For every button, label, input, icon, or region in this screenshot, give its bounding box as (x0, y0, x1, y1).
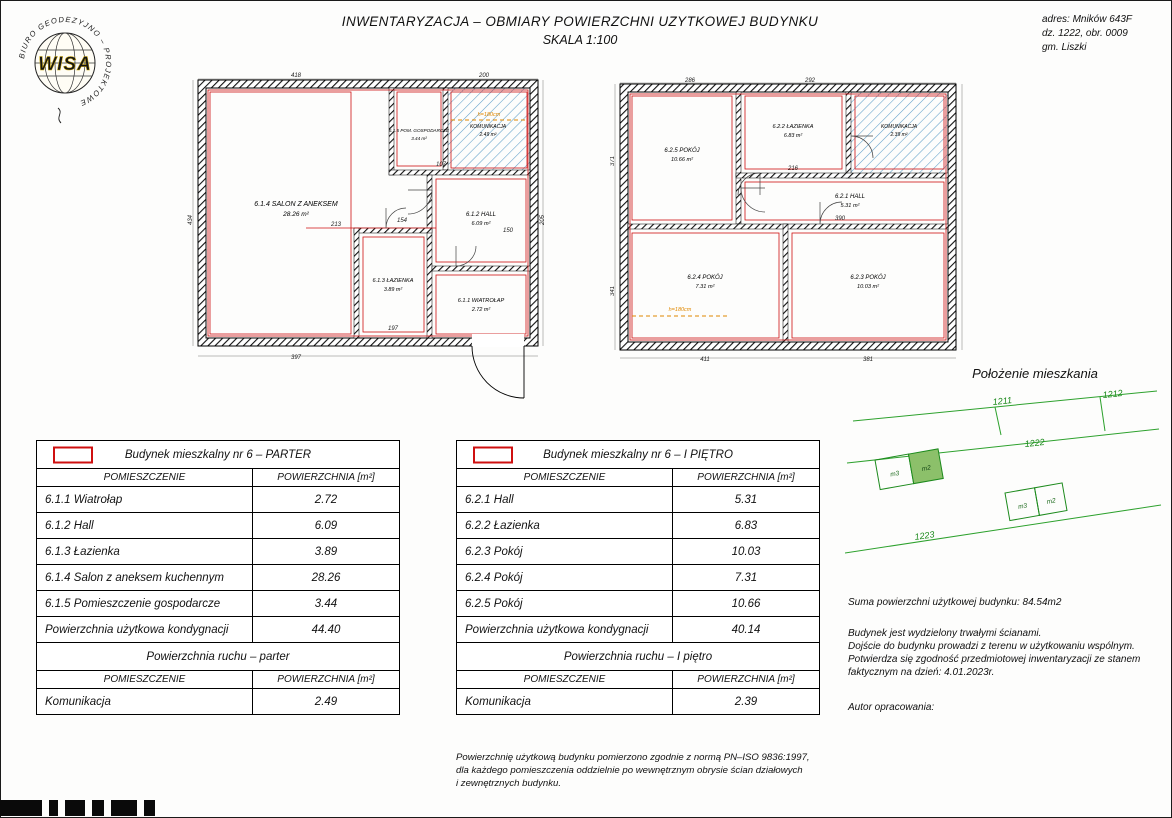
building-label: m2 (1046, 497, 1057, 506)
logo-ring-text: BIURO GEODEZYJNO – PROJEKTOWE (17, 14, 114, 109)
table-row (37, 689, 400, 715)
column-header: POWIERZCHNIA [m²] (673, 469, 820, 487)
table-pietro-title-cell (457, 441, 820, 469)
red-legend-swatch (53, 446, 93, 463)
dimension-labels (610, 78, 873, 363)
room-area: 3.89 (253, 539, 400, 565)
building-label: m3 (1017, 502, 1028, 511)
dimension-label: 418 (290, 73, 302, 79)
note-line: Dojście do budynku prowadzi z terenu w użytkowaniu wspólnym. (848, 641, 1135, 652)
site-plan-title: Położenie mieszkania (972, 366, 1098, 381)
building-group-right (1005, 483, 1067, 521)
stamp-fragment (0, 799, 155, 816)
table-row (37, 617, 400, 643)
column-header: POMIESZCZENIE (457, 469, 673, 487)
room-label: 6.2.3 POKÓJ (850, 275, 886, 281)
room-label: 6.1.4 SALON Z ANEKSEM (254, 201, 338, 208)
table-parter-title-cell (37, 441, 400, 469)
room-name: 6.1.1 Wiatrołap (37, 487, 253, 513)
table-row (457, 617, 820, 643)
room-area: 28.26 (253, 565, 400, 591)
column-header: POWIERZCHNIA [m²] (253, 469, 400, 487)
column-header: POMIESZCZENIE (457, 671, 673, 689)
room-area: 6.09 m² (471, 221, 491, 227)
table-title: Budynek mieszkalny nr 6 – I PIĘTRO (543, 448, 733, 461)
note-line: Budynek jest wydzielony trwałymi ścianami. (848, 628, 1042, 639)
dimension-label: 381 (862, 357, 874, 363)
stamp-mark (92, 800, 104, 816)
building-label: m2 (921, 464, 932, 473)
notes-block (848, 596, 1160, 714)
room-area: 28.26 m² (283, 211, 309, 218)
dimension-label: 107 (435, 162, 447, 168)
room-name: 6.2.2 Łazienka (457, 513, 673, 539)
room-area: 10.03 m² (856, 284, 880, 290)
room-name: 6.2.5 Pokój (457, 591, 673, 617)
room-area: 2.72 (253, 487, 400, 513)
entrance-door-swing (472, 346, 524, 398)
dimension-label: 292 (804, 78, 816, 84)
room-label: 6.2.2 ŁAZIENKA (772, 124, 814, 130)
total-area-note: Suma powierzchni użytkowej budynku: 84.54m2 (848, 597, 1062, 608)
table-row (37, 565, 400, 591)
stamp-mark (144, 800, 155, 816)
room-name: 6.2.1 Hall (457, 487, 673, 513)
table-row (457, 591, 820, 617)
room-label: 6.1.3 ŁAZIENKA (372, 278, 414, 284)
building-group-left (875, 449, 943, 490)
column-header: POWIERZCHNIA [m²] (253, 671, 400, 689)
room-area: 2.39 m² (890, 132, 908, 138)
room-area: 6.83 (673, 513, 820, 539)
dimension-label: 397 (290, 355, 302, 361)
address-line: adres: Mników 643F (1042, 14, 1133, 25)
dimension-label: 197 (387, 326, 399, 332)
table-row (37, 539, 400, 565)
red-legend-swatch (473, 446, 513, 463)
parcel-number: 1211 (992, 395, 1013, 407)
room-area: 40.14 (673, 617, 820, 643)
room-area: 2.39 (673, 689, 820, 715)
author-label: Autor opracowania: (848, 702, 935, 713)
column-header: POMIESZCZENIE (37, 671, 253, 689)
parcel-number: 1223 (913, 529, 936, 542)
dimension-label: 371 (610, 155, 616, 167)
room-label: 6.1.1 WIATROŁAP (457, 298, 505, 304)
stamp-mark (0, 800, 42, 816)
note-line: faktycznym na dzień: 4.01.2023r. (848, 667, 995, 678)
title-block (320, 14, 840, 47)
logo-flourish (58, 108, 61, 123)
stamp-mark (49, 800, 58, 816)
height-annotation (632, 307, 730, 316)
site-plan (845, 385, 1165, 570)
table-row (457, 689, 820, 715)
logo-wordmark: WISA (38, 54, 92, 75)
room-name: 6.2.4 Pokój (457, 565, 673, 591)
parcel-line: dz. 1222, obr. 0009 (1042, 28, 1128, 39)
room-area: 3.44 m² (411, 136, 427, 141)
table-row (37, 513, 400, 539)
parcel-number: 1222 (1024, 436, 1046, 449)
room-area: 10.66 (673, 591, 820, 617)
floorplan-parter (186, 70, 550, 406)
method-line: Powierzchnię użytkową budynku pomierzono zgodnie z normą PN–ISO 9836:1997, (456, 752, 810, 763)
room-area: 2.72 m² (471, 307, 491, 313)
room-name: Komunikacja (457, 689, 673, 715)
table-row (37, 487, 400, 513)
room-label: KOMUNIKACJA (880, 124, 918, 130)
table-title: Budynek mieszkalny nr 6 – PARTER (124, 448, 312, 461)
scale-label: SKALA 1:100 (542, 33, 618, 47)
note-line: Potwierdza się zgodność przedmiotowej inwentaryzacji ze stanem (848, 654, 1141, 665)
dimension-label: 154 (396, 218, 408, 224)
table-row (457, 513, 820, 539)
table-subtitle: Powierzchnia ruchu – I piętro (457, 643, 820, 671)
door-opening (472, 334, 524, 347)
method-line: dla każdego pomieszczenia oddzielnie po wewnętrznym obrysie ścian działowych (456, 764, 803, 776)
column-header: POMIESZCZENIE (37, 469, 253, 487)
table-row (457, 487, 820, 513)
room-area: 5.31 m² (840, 203, 860, 209)
room-area: 7.31 (673, 565, 820, 591)
company-logo (12, 6, 120, 128)
room-area: 6.09 (253, 513, 400, 539)
height-annotation-label: h=180cm (668, 307, 692, 313)
parcel-number: 1212 (1102, 387, 1124, 400)
floorplan-pietro (610, 76, 974, 376)
dimension-label: 411 (700, 357, 710, 363)
room-label: 6.2.5 POKÓJ (664, 148, 700, 154)
room-name: 6.1.3 Łazienka (37, 539, 253, 565)
room-area: 6.83 m² (783, 133, 803, 139)
table-row (457, 539, 820, 565)
building-label: m3 (889, 470, 900, 479)
room-area: 7.31 m² (695, 284, 715, 290)
room-name: Powierzchnia użytkowa kondygnacji (457, 617, 673, 643)
dimension-label: 434 (188, 214, 194, 226)
dimension-label: 341 (610, 285, 616, 297)
method-line: i zewnętrznych budynku. (456, 777, 562, 789)
room-label: KOMUNIKACJA (469, 124, 507, 130)
table-row (37, 591, 400, 617)
dimension-label: 205 (540, 214, 546, 226)
room-area: 2.49 m² (479, 132, 497, 138)
table-pietro (456, 440, 820, 715)
page-title: INWENTARYZACJA – OBMIARY POWIERZCHNI UZYTKOWEJ BUDYNKU (341, 14, 819, 29)
table-parter (36, 440, 400, 715)
stamp-mark (111, 800, 137, 816)
commune-line: gm. Liszki (1042, 42, 1087, 53)
room-name: 6.1.2 Hall (37, 513, 253, 539)
height-annotation-label: h=180cm (477, 112, 501, 118)
room-area: 5.31 (673, 487, 820, 513)
room-name: 6.2.3 Pokój (457, 539, 673, 565)
room-area: 10.03 (673, 539, 820, 565)
dimension-label: 150 (502, 228, 514, 234)
room-name: Powierzchnia użytkowa kondygnacji (37, 617, 253, 643)
room-label: 6.2.1 HALL (834, 194, 866, 200)
room-area: 3.89 m² (383, 287, 403, 293)
address-block (1042, 13, 1167, 55)
room-name: 6.1.4 Salon z aneksem kuchennym (37, 565, 253, 591)
column-header: POWIERZCHNIA [m²] (673, 671, 820, 689)
table-subtitle: Powierzchnia ruchu – parter (37, 643, 400, 671)
room-area: 2.49 (253, 689, 400, 715)
room-label: 6.1.2 HALL (465, 212, 497, 218)
room-area: 3.44 (253, 591, 400, 617)
table-row (457, 565, 820, 591)
room-label: 6.2.4 POKÓJ (687, 275, 723, 281)
room-area: 44.40 (253, 617, 400, 643)
room-name: Komunikacja (37, 689, 253, 715)
dimension-label: 286 (684, 78, 696, 84)
room-label: 6.1.5 POM. GOSPODARCZE (388, 128, 450, 133)
dimension-label: 200 (478, 73, 490, 79)
stamp-mark (65, 800, 85, 816)
dimension-label: 216 (787, 166, 799, 172)
room-area: 10.66 m² (670, 157, 694, 163)
measurement-method-note (456, 752, 828, 791)
dimension-label: 390 (834, 216, 846, 222)
room-name: 6.1.5 Pomieszczenie gospodarcze (37, 591, 253, 617)
dimension-label: 213 (330, 222, 342, 228)
